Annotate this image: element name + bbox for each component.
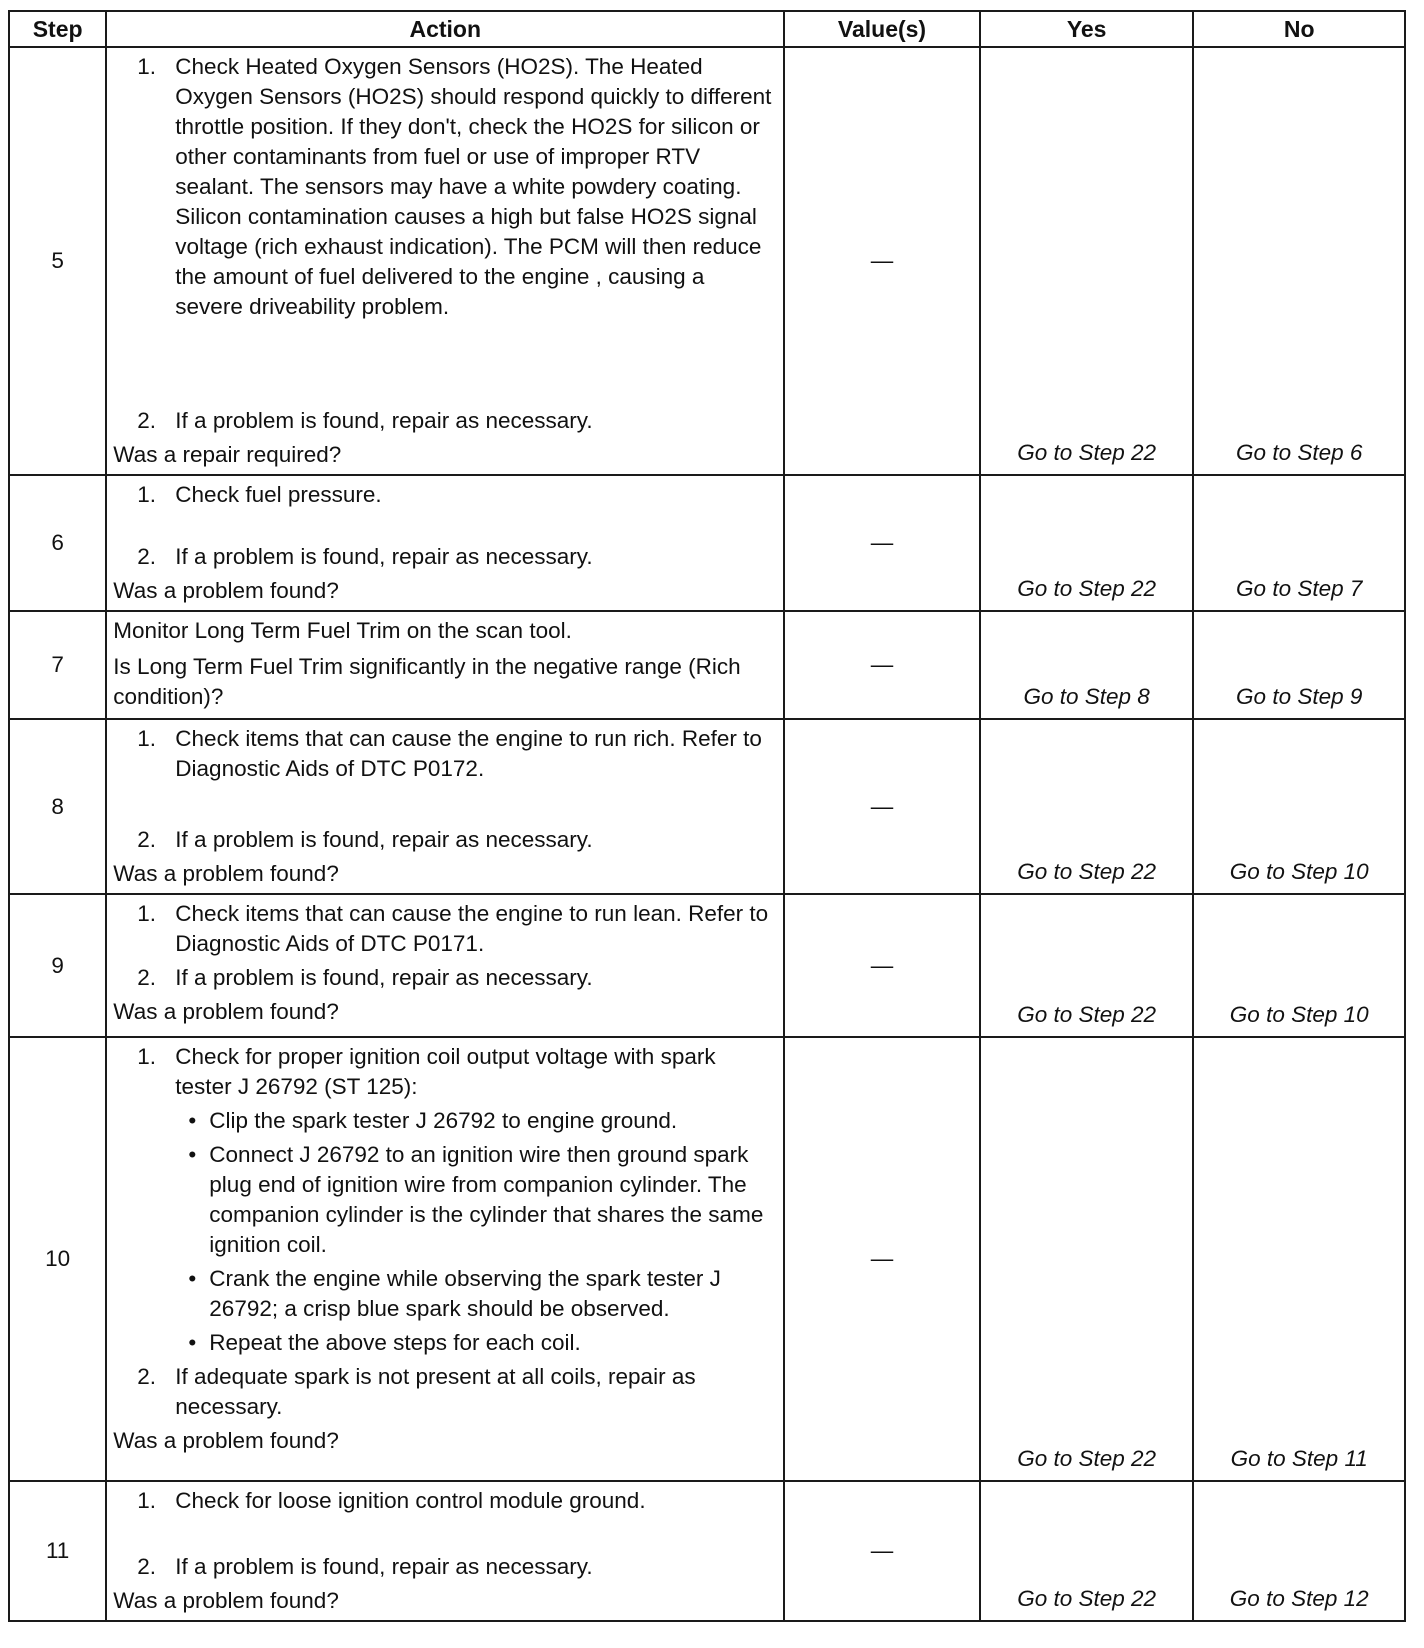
no-cell: Go to Step 10 <box>1193 894 1405 1037</box>
table-row <box>9 1037 1405 1481</box>
question-text: Is Long Term Fuel Trim significantly in the negative range (Rich condition)? <box>113 654 741 709</box>
item-text: If a problem is found, repair as necessary. <box>175 1554 593 1579</box>
action-cell <box>106 475 784 611</box>
action-item <box>137 1486 777 1516</box>
action-item <box>137 1042 777 1102</box>
bullet-text: Crank the engine while observing the spark tester J 26792; a crisp blue spark should be observed. <box>209 1266 721 1321</box>
step-number: 9 <box>9 894 106 1037</box>
question-text: Was a problem found? <box>113 578 339 603</box>
header-step: Step <box>9 11 106 47</box>
yes-cell: Go to Step 22 <box>980 47 1194 475</box>
action-item <box>137 825 777 855</box>
action-item <box>137 406 777 436</box>
action-item <box>137 480 777 510</box>
table-row <box>9 611 1405 719</box>
question-text: Was a problem found? <box>113 1428 339 1453</box>
action-item <box>137 899 777 959</box>
action-line: Monitor Long Term Fuel Trim on the scan tool. <box>113 618 572 643</box>
bullet-dot: • <box>188 1330 197 1355</box>
table-row <box>9 894 1405 1037</box>
table-row <box>9 47 1405 475</box>
no-cell: Go to Step 9 <box>1193 611 1405 719</box>
value-cell: — <box>784 475 980 611</box>
step-number: 5 <box>9 47 106 475</box>
table-row <box>9 475 1405 611</box>
item-text: Check Heated Oxygen Sensors (HO2S). The Heated Oxygen Sensors (HO2S) should respond quickly to different throttle position. If they don't, check the HO2S for silicon or other contaminants from fuel or use of improper RTV sealant. The sensors may have a white powdery coating. Silicon contamination causes a high but false HO2S signal voltage (rich exhaust indication). The PCM will then reduce the amount of fuel delivered to the engine , causing a severe driveability problem. <box>175 54 772 319</box>
header-row <box>9 11 1405 47</box>
no-cell: Go to Step 11 <box>1193 1037 1405 1481</box>
step-number: 11 <box>9 1481 106 1621</box>
action-cell <box>106 1481 784 1621</box>
bullet-item <box>175 1264 777 1324</box>
question-text: Was a problem found? <box>113 1588 339 1613</box>
item-number: 1. <box>137 54 157 79</box>
bullet-dot: • <box>188 1108 197 1133</box>
question-text: Was a problem found? <box>113 861 339 886</box>
action-cell <box>106 1037 784 1481</box>
action-cell <box>106 611 784 719</box>
bullet-item <box>175 1106 777 1136</box>
yes-cell: Go to Step 22 <box>980 1481 1194 1621</box>
item-text: Check for loose ignition control module ground. <box>175 1488 646 1513</box>
action-cell <box>106 47 784 475</box>
header-no: No <box>1193 11 1405 47</box>
item-number: 2. <box>137 408 157 433</box>
action-item <box>137 963 777 993</box>
value-cell: — <box>784 1037 980 1481</box>
question-text: Was a repair required? <box>113 442 342 467</box>
item-text: Check fuel pressure. <box>175 482 382 507</box>
bullet-text: Clip the spark tester J 26792 to engine ground. <box>209 1108 678 1133</box>
item-number: 1. <box>137 726 157 751</box>
table-row <box>9 719 1405 894</box>
bullet-dot: • <box>188 1142 197 1167</box>
yes-cell: Go to Step 8 <box>980 611 1194 719</box>
value-cell: — <box>784 894 980 1037</box>
item-text: If a problem is found, repair as necessary. <box>175 827 593 852</box>
step-number: 8 <box>9 719 106 894</box>
item-text: Check for proper ignition coil output voltage with spark tester J 26792 (ST 125): <box>175 1044 716 1099</box>
item-number: 2. <box>137 1364 157 1389</box>
header-values: Value(s) <box>784 11 980 47</box>
bullet-text: Connect J 26792 to an ignition wire then ground spark plug end of ignition wire from companion cylinder. The companion cylinder is the cylinder that shares the same ignition coil. <box>209 1142 764 1257</box>
action-cell <box>106 719 784 894</box>
item-text: Check items that can cause the engine to run lean. Refer to Diagnostic Aids of DTC P0171. <box>175 901 769 956</box>
yes-cell: Go to Step 22 <box>980 719 1194 894</box>
step-number: 7 <box>9 611 106 719</box>
header-yes: Yes <box>980 11 1194 47</box>
action-item <box>137 542 777 572</box>
value-cell: — <box>784 719 980 894</box>
diagnostic-table <box>8 10 1406 1622</box>
item-text: If a problem is found, repair as necessary. <box>175 408 593 433</box>
action-item <box>137 52 777 322</box>
no-cell: Go to Step 10 <box>1193 719 1405 894</box>
question-text: Was a problem found? <box>113 999 339 1024</box>
item-number: 2. <box>137 827 157 852</box>
yes-cell: Go to Step 22 <box>980 894 1194 1037</box>
item-number: 2. <box>137 544 157 569</box>
step-number: 6 <box>9 475 106 611</box>
value-cell: — <box>784 611 980 719</box>
value-cell: — <box>784 1481 980 1621</box>
item-text: If a problem is found, repair as necessary. <box>175 965 593 990</box>
action-item <box>137 1362 777 1422</box>
bullet-text: Repeat the above steps for each coil. <box>209 1330 581 1355</box>
item-text: Check items that can cause the engine to run rich. Refer to Diagnostic Aids of DTC P0172. <box>175 726 762 781</box>
step-number: 10 <box>9 1037 106 1481</box>
action-cell <box>106 894 784 1037</box>
item-text: If adequate spark is not present at all coils, repair as necessary. <box>175 1364 696 1419</box>
item-number: 2. <box>137 965 157 990</box>
action-item <box>137 724 777 784</box>
no-cell: Go to Step 7 <box>1193 475 1405 611</box>
bullet-item <box>175 1328 777 1358</box>
action-item <box>137 1552 777 1582</box>
bullet-item <box>175 1140 777 1260</box>
item-number: 1. <box>137 1044 157 1069</box>
yes-cell: Go to Step 22 <box>980 475 1194 611</box>
item-text: If a problem is found, repair as necessary. <box>175 544 593 569</box>
yes-cell: Go to Step 22 <box>980 1037 1194 1481</box>
value-cell: — <box>784 47 980 475</box>
table-row <box>9 1481 1405 1621</box>
item-number: 2. <box>137 1554 157 1579</box>
item-number: 1. <box>137 1488 157 1513</box>
no-cell: Go to Step 12 <box>1193 1481 1405 1621</box>
no-cell: Go to Step 6 <box>1193 47 1405 475</box>
header-action: Action <box>106 11 784 47</box>
item-number: 1. <box>137 482 157 507</box>
bullet-dot: • <box>188 1266 197 1291</box>
item-number: 1. <box>137 901 157 926</box>
